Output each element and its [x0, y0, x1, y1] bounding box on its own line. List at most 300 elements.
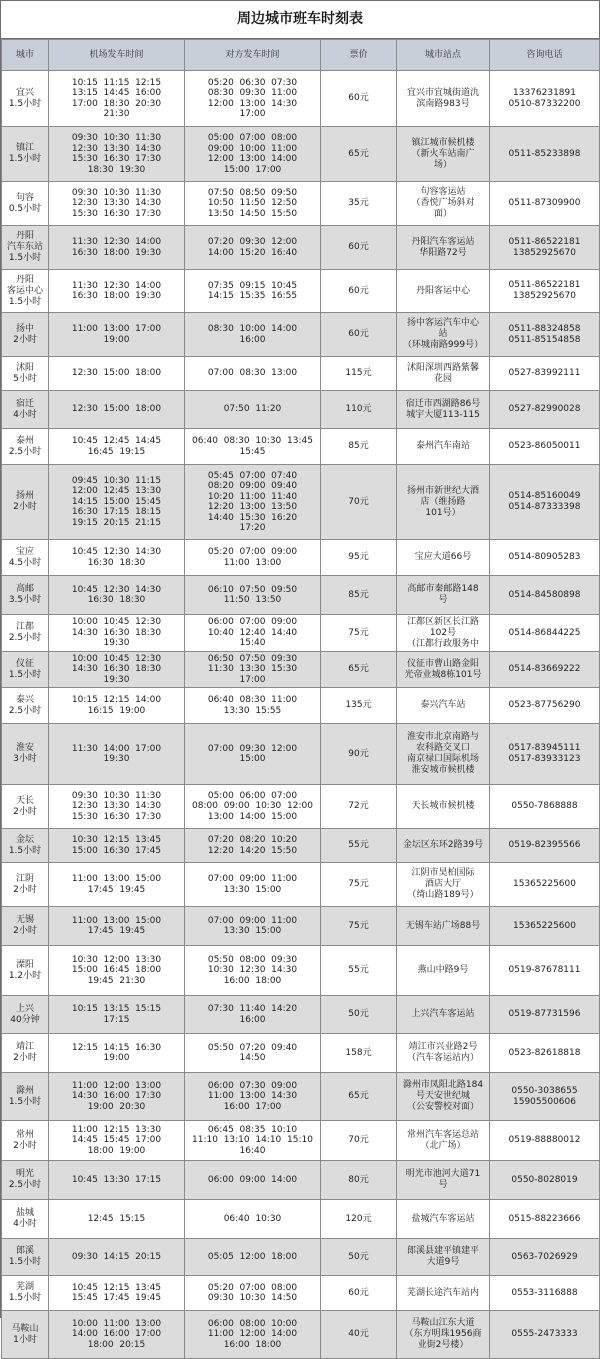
airport-departure-cell: [49, 1121, 185, 1161]
price-cell: 110元: [321, 391, 397, 429]
other-departure-cell-line: 06:00 07:30 09:00: [207, 1080, 298, 1091]
other-departure-cell-line: 16:00 18:00: [223, 975, 282, 986]
other-departure-cell-line: 11:30 13:30 15:30: [207, 664, 298, 675]
station-cell: [397, 1073, 490, 1121]
city-cell: [2, 1073, 49, 1121]
station-cell: [397, 357, 490, 391]
city-cell-line: 宿迁: [15, 398, 34, 409]
timetable: [1, 39, 600, 1359]
station-cell-line: （香悦广场斜对: [411, 198, 475, 208]
phone-cell-line: 0511-86522181: [508, 280, 581, 290]
airport-departure-cell-line: 15:30 16:30 17:30: [71, 811, 162, 822]
other-departure-cell-line: 05:50 08:00 09:30: [207, 954, 298, 965]
phone-cell-line: 0519-87678111: [508, 965, 581, 975]
station-cell: [397, 1121, 490, 1161]
other-departure-cell: [185, 127, 321, 182]
other-departure-cell: [185, 1239, 321, 1276]
airport-departure-cell: [49, 724, 185, 785]
price-cell: 115元: [321, 357, 397, 391]
station-cell-line: 华阳路72号: [419, 247, 467, 258]
airport-departure-cell: [49, 996, 185, 1034]
airport-departure-cell-line: 09:30 14:15 20:15: [71, 1251, 162, 1262]
city-cell-line: 2小时: [13, 1140, 37, 1151]
airport-departure-cell-line: 10:45 13:30 17:15: [71, 1174, 162, 1185]
airport-departure-cell-line: 15:45 17:45 19:45: [71, 1293, 162, 1303]
price-cell: 65元: [321, 1073, 397, 1121]
other-departure-cell-line: 06:00 07:00 09:00: [207, 617, 298, 628]
city-cell-line: 1.5小时: [8, 845, 42, 856]
other-departure-cell-line: 08:30 09:30 11:00: [207, 88, 298, 98]
station-cell-line: 滨南路983号: [416, 98, 470, 109]
city-cell: [2, 1034, 49, 1073]
header-city: 城市: [2, 40, 49, 71]
other-departure-cell-line: 13:30 15:00: [223, 884, 282, 895]
other-departure-cell-line: 12:00 13:00 14:00: [207, 154, 298, 164]
phone-cell: [490, 615, 600, 652]
station-cell-line: 南京禄口国际机场: [406, 754, 479, 764]
station-cell-line: 郎溪县建平镇建平: [406, 1246, 479, 1256]
header-station: 城市站点: [397, 40, 490, 71]
city-cell-line: 2.5小时: [8, 705, 42, 716]
table-row: [2, 1276, 600, 1311]
other-departure-cell-line: 12:00 13:00 14:30: [207, 98, 298, 109]
city-cell: [2, 540, 49, 576]
airport-departure-cell-line: 15:00 16:45 18:00: [71, 965, 162, 976]
phone-cell: [490, 1161, 600, 1200]
station-cell: [397, 996, 490, 1034]
station-cell-line: 淮安市北京南路与: [406, 732, 479, 742]
station-cell-line: 光帝业城8栋101号: [404, 669, 482, 680]
airport-departure-cell-line: 10:00 10:45 12:30: [71, 617, 162, 628]
airport-departure-cell-line: 12:00 12:45 13:30: [71, 486, 162, 497]
other-departure-cell-line: 13:00 14:00 15:00: [207, 811, 298, 822]
city-cell-line: 郎溪: [15, 1246, 34, 1256]
phone-cell: [490, 1200, 600, 1239]
table-row: [2, 1073, 600, 1121]
station-cell-line: 面）: [433, 209, 452, 219]
station-cell: [397, 688, 490, 724]
phone-cell-line: 0511-87309900: [508, 198, 581, 208]
other-departure-cell-line: 06:40 08:30 11:00: [207, 695, 298, 705]
airport-departure-cell-line: 16:30 18:00 19:30: [71, 291, 162, 301]
price-cell: 55元: [321, 946, 397, 996]
table-row: [2, 785, 600, 829]
other-departure-cell: [185, 907, 321, 946]
airport-departure-cell-line: 19:00 20:30: [87, 1101, 146, 1112]
city-cell-line: 1.5小时: [8, 1096, 42, 1107]
airport-departure-cell-line: 19:30: [103, 674, 130, 685]
city-cell-line: 2.5小时: [8, 446, 42, 457]
price-cell: 70元: [321, 1121, 397, 1161]
other-departure-cell-line: 12:20 13:00 13:50: [207, 502, 298, 512]
airport-departure-cell-line: 11:30 12:30 14:00: [71, 237, 162, 247]
phone-cell-line: 0517-83945111: [508, 743, 581, 753]
city-cell-line: 2小时: [13, 334, 37, 345]
city-cell-line: 宝应: [15, 546, 34, 557]
other-departure-cell-line: 15:00: [239, 754, 266, 764]
price-cell: 60元: [321, 71, 397, 127]
other-departure-cell-line: 05:00 06:00 07:00: [207, 790, 298, 801]
station-cell-line: 泰州汽车南站: [415, 441, 470, 451]
phone-cell-line: 0511-88324858: [508, 323, 581, 334]
station-cell-line: 无锡车站广场88号: [405, 920, 481, 931]
station-cell-line: 天长城市候机楼: [411, 801, 475, 811]
other-departure-cell: [185, 182, 321, 226]
airport-departure-cell-line: 10:45 12:30 14:30: [71, 547, 162, 557]
city-cell-line: 溧阳: [15, 959, 34, 970]
phone-cell: [490, 270, 600, 313]
phone-cell-line: 0514-87333398: [508, 502, 581, 512]
table-row: [2, 1034, 600, 1073]
station-cell-line: 沭阳深圳西路紫馨: [406, 362, 479, 373]
other-departure-cell-line: 07:20 08:20 10:20: [207, 835, 298, 845]
station-cell-line: （公安警校对面）: [406, 1102, 479, 1112]
header-airport-departure: 机场发车时间: [49, 40, 185, 71]
airport-departure-cell: [49, 829, 185, 863]
phone-cell: [490, 127, 600, 182]
city-cell: [2, 71, 49, 127]
city-cell-line: 3小时: [13, 754, 37, 764]
phone-cell: [490, 429, 600, 465]
station-cell-line: 酒店大厅: [424, 879, 461, 889]
airport-departure-cell-line: 11:00 12:15 13:30: [71, 1124, 162, 1135]
airport-departure-cell-line: 10:45 12:15 13:45: [71, 1282, 162, 1293]
phone-cell: [490, 391, 600, 429]
phone-cell-line: 0519-82395566: [508, 840, 581, 850]
other-departure-cell-line: 05:20 07:00 08:00: [207, 1282, 298, 1293]
airport-departure-cell-line: 15:30 16:30 17:30: [71, 154, 162, 164]
airport-departure-cell: [49, 182, 185, 226]
station-cell: [397, 863, 490, 907]
other-departure-cell: [185, 71, 321, 127]
airport-departure-cell: [49, 1161, 185, 1200]
other-departure-cell: [185, 688, 321, 724]
table-row: [2, 576, 600, 615]
other-departure-cell-line: 16:40: [239, 1145, 266, 1156]
airport-departure-cell: [49, 1073, 185, 1121]
airport-departure-cell-line: 10:45 12:30 14:30: [71, 584, 162, 595]
airport-departure-cell-line: 19:30: [103, 754, 130, 764]
airport-departure-cell-line: 12:15 14:15 16:30: [71, 1042, 162, 1053]
station-cell-line: （汽车客运站内）: [406, 1053, 479, 1063]
airport-departure-cell-line: 19:45 21:30: [87, 975, 146, 986]
other-departure-cell: [185, 429, 321, 465]
airport-departure-cell: [49, 688, 185, 724]
station-cell: [397, 182, 490, 226]
table-row: [2, 996, 600, 1034]
phone-cell: [490, 785, 600, 829]
city-cell-line: 1.2小时: [8, 970, 42, 981]
phone-cell: [490, 946, 600, 996]
phone-cell-line: 0523-82618818: [508, 1047, 581, 1058]
city-cell-line: 滁州: [15, 1085, 34, 1096]
airport-departure-cell-line: 18:30 19:30: [87, 164, 146, 175]
other-departure-cell-line: 07:00 09:00 11:00: [207, 874, 298, 884]
airport-departure-cell-line: 14:30 16:30 18:30: [71, 664, 162, 675]
other-departure-cell: [185, 863, 321, 907]
station-cell: [397, 652, 490, 688]
airport-departure-cell-line: 09:30 10:30 11:30: [71, 133, 162, 143]
airport-departure-cell-line: 14:30 16:30 18:30: [71, 627, 162, 638]
airport-departure-cell: [49, 652, 185, 688]
airport-departure-cell-line: 09:45 10:30 11:15: [71, 475, 162, 486]
airport-departure-cell: [49, 429, 185, 465]
phone-cell: [490, 863, 600, 907]
airport-departure-cell-line: 12:30 15:00 18:00: [71, 368, 162, 379]
city-cell: [2, 615, 49, 652]
table-row: [2, 724, 600, 785]
other-departure-cell-line: 14:50: [239, 1053, 266, 1063]
table-row: [2, 71, 600, 127]
other-departure-cell-line: 05:45 07:00 07:40: [207, 470, 298, 481]
header-price: 票价: [321, 40, 397, 71]
station-cell: [397, 785, 490, 829]
station-cell-line: 扬中客运汽车中心: [406, 318, 479, 328]
city-cell-line: 马鞍山: [11, 1323, 39, 1334]
city-cell-line: 天长: [15, 795, 34, 806]
station-cell-line: 江阴市昊柏国际: [411, 868, 475, 878]
station-cell-line: 丹阳汽车客运站: [411, 236, 475, 247]
station-cell: [397, 1239, 490, 1276]
other-departure-cell-line: 17:00: [239, 109, 266, 119]
other-departure-cell-line: 17:20: [239, 523, 266, 533]
price-cell: 80元: [321, 1161, 397, 1200]
airport-departure-cell: [49, 391, 185, 429]
airport-departure-cell: [49, 357, 185, 391]
other-departure-cell-line: 07:50 11:20: [223, 404, 282, 415]
table-row: [2, 946, 600, 996]
other-departure-cell: [185, 576, 321, 615]
other-departure-cell: [185, 226, 321, 270]
other-departure-cell-line: 05:20 07:00 09:00: [207, 547, 298, 557]
station-cell-line: （环城南路999号）: [402, 340, 484, 350]
table-row: [2, 540, 600, 576]
city-cell-line: 扬州: [15, 491, 34, 501]
station-cell-line: （新火车站南广: [411, 148, 475, 159]
city-cell-line: 丹阳: [15, 231, 34, 241]
airport-departure-cell: [49, 540, 185, 576]
other-departure-cell: [185, 1200, 321, 1239]
airport-departure-cell-line: 10:30 12:15 13:45: [71, 835, 162, 845]
city-cell-line: 4小时: [13, 409, 37, 420]
city-cell: [2, 785, 49, 829]
table-row: [2, 313, 600, 357]
airport-departure-cell-line: 12:30 13:30 14:30: [71, 143, 162, 154]
city-cell-line: 1.5小时: [8, 1293, 42, 1303]
other-departure-cell-line: 10:30 12:30 14:30: [207, 965, 298, 976]
station-cell-line: 花园: [433, 373, 452, 384]
other-departure-cell-line: 16:00: [239, 334, 266, 345]
city-cell-line: 5小时: [13, 373, 37, 384]
price-cell: 90元: [321, 724, 397, 785]
airport-departure-cell-line: 11:00 13:00 15:00: [71, 874, 162, 884]
other-departure-cell: [185, 652, 321, 688]
station-cell: [397, 71, 490, 127]
other-departure-cell-line: 07:00 09:30 12:00: [207, 743, 298, 754]
other-departure-cell-line: 15:00 17:00: [223, 164, 282, 175]
city-cell-line: 0.5小时: [8, 203, 42, 214]
price-cell: 75元: [321, 907, 397, 946]
phone-cell: [490, 576, 600, 615]
city-cell-line: 明光: [15, 1169, 34, 1179]
phone-cell: [490, 71, 600, 127]
station-cell-line: 常州汽车客运总站: [406, 1129, 479, 1140]
city-cell-line: 客运中心: [6, 285, 43, 296]
phone-cell-line: 15365225600: [513, 920, 576, 931]
station-cell-line: 上兴汽车客运站: [411, 1009, 475, 1019]
timetable-body: [2, 71, 600, 1359]
airport-departure-cell-line: 12:30 15:00 18:00: [71, 404, 162, 415]
city-cell-line: 无锡: [15, 915, 34, 925]
other-departure-cell-line: 08:20 09:00 09:40: [207, 481, 298, 491]
phone-cell: [490, 182, 600, 226]
airport-departure-cell: [49, 1239, 185, 1276]
airport-departure-cell: [49, 576, 185, 615]
airport-departure-cell: [49, 785, 185, 829]
price-cell: 40元: [321, 1311, 397, 1359]
city-cell: [2, 313, 49, 357]
phone-cell-line: 13376231891: [513, 87, 576, 98]
city-cell-line: 淮安: [15, 743, 34, 753]
price-cell: 85元: [321, 429, 397, 465]
other-departure-cell-line: 08:30 10:00 14:00: [207, 324, 298, 334]
table-row: [2, 127, 600, 182]
station-cell-line: 宝应大道66号: [414, 552, 472, 562]
city-cell-line: 2.5小时: [8, 633, 42, 643]
station-cell-line: 泰兴汽车站: [420, 700, 466, 710]
city-cell-line: 盐城: [15, 1208, 34, 1218]
phone-cell-line: 0555-2473333: [511, 1329, 578, 1339]
city-cell-line: 沭阳: [15, 362, 34, 373]
airport-departure-cell-line: 12:45 15:15: [87, 1213, 146, 1224]
city-cell-line: 1.5小时: [8, 154, 42, 164]
other-departure-cell: [185, 1276, 321, 1311]
price-cell: 50元: [321, 1239, 397, 1276]
city-cell: [2, 1121, 49, 1161]
city-cell: [2, 1239, 49, 1276]
phone-cell-line: 0514-85160049: [508, 491, 581, 501]
other-departure-cell-line: 05:20 06:30 07:30: [207, 77, 298, 88]
station-cell-line: 丹阳客运中心: [415, 285, 470, 296]
other-departure-cell-line: 05:50 07:20 09:40: [207, 1042, 298, 1053]
airport-departure-cell: [49, 615, 185, 652]
city-cell-line: 2小时: [13, 926, 37, 936]
station-cell: [397, 127, 490, 182]
phone-cell: [490, 688, 600, 724]
city-cell-line: 1.5小时: [8, 669, 42, 680]
station-cell-line: 盐城汽车客运站: [411, 1213, 475, 1224]
phone-cell-line: 0510-87332200: [508, 98, 581, 109]
other-departure-cell-line: 06:10 07:50 09:50: [207, 584, 298, 595]
airport-departure-cell-line: 09:30 10:30 11:30: [71, 790, 162, 801]
table-row: [2, 1161, 600, 1200]
other-departure-cell-line: 16:00 18:00: [223, 1339, 282, 1350]
city-cell: [2, 391, 49, 429]
other-departure-cell-line: 06:00 09:00 14:00: [207, 1174, 298, 1185]
city-cell: [2, 182, 49, 226]
city-cell-line: 2小时: [13, 884, 37, 895]
phone-cell: [490, 1239, 600, 1276]
price-cell: 70元: [321, 465, 397, 540]
phone-cell-line: 0514-83669222: [508, 664, 581, 674]
airport-departure-cell-line: 15:30 16:30 17:30: [71, 208, 162, 219]
price-cell: 85元: [321, 576, 397, 615]
airport-departure-cell-line: 17:15: [103, 1014, 130, 1025]
phone-cell-line: 0553-3116888: [511, 1287, 578, 1298]
phone-cell: [490, 724, 600, 785]
station-cell-line: 场）: [433, 159, 452, 170]
phone-cell-line: 0519-88880012: [508, 1135, 581, 1145]
airport-departure-cell-line: 19:00: [103, 1053, 130, 1063]
phone-cell: [490, 465, 600, 540]
table-row: [2, 429, 600, 465]
station-cell: [397, 313, 490, 357]
other-departure-cell-line: 13:50 14:50 15:50: [207, 208, 298, 219]
other-departure-cell-line: 07:00 08:30 13:00: [207, 368, 298, 379]
price-cell: 60元: [321, 226, 397, 270]
other-departure-cell-line: 13:30 15:55: [223, 705, 282, 716]
airport-departure-cell-line: 15:00 16:30 17:45: [71, 845, 162, 856]
airport-departure-cell: [49, 226, 185, 270]
airport-departure-cell-line: 12:30 13:30 14:30: [71, 801, 162, 812]
other-departure-cell: [185, 465, 321, 540]
airport-departure-cell-line: 16:30 17:15 18:15: [71, 507, 162, 518]
other-departure-cell-line: 10:40 12:40 14:40: [207, 627, 298, 638]
airport-departure-cell-line: 09:30 10:30 11:30: [71, 187, 162, 198]
city-cell-line: 1.5小时: [8, 253, 42, 263]
station-cell: [397, 270, 490, 313]
airport-departure-cell-line: 19:00: [103, 334, 130, 345]
airport-departure-cell-line: 19:30: [103, 638, 130, 649]
airport-departure-cell: [49, 907, 185, 946]
table-row: [2, 688, 600, 724]
phone-cell-line: 0550-3038655: [511, 1085, 578, 1096]
city-cell: [2, 1161, 49, 1200]
table-row: [2, 391, 600, 429]
airport-departure-cell-line: 14:45 15:45 17:00: [71, 1135, 162, 1146]
other-departure-cell-line: 07:50 08:50 09:50: [207, 187, 298, 198]
table-row: [2, 1200, 600, 1239]
other-departure-cell-line: 09:30 10:30 14:50: [207, 1293, 298, 1303]
phone-cell: [490, 1121, 600, 1161]
airport-departure-cell-line: 17:00 18:30 20:30: [71, 98, 162, 109]
table-row: [2, 1121, 600, 1161]
phone-cell-line: 0514-86844225: [508, 627, 581, 638]
city-cell-line: 1.5小时: [8, 1257, 42, 1267]
airport-departure-cell-line: 17:45 19:45: [87, 884, 146, 895]
station-cell-line: 芜湖长途汽车站内: [406, 1287, 479, 1298]
airport-departure-cell-line: 11:00 13:00 15:00: [71, 915, 162, 926]
price-cell: 72元: [321, 785, 397, 829]
station-cell: [397, 1034, 490, 1073]
phone-cell-line: 0519-87731596: [508, 1009, 581, 1019]
city-cell: [2, 652, 49, 688]
phone-cell: [490, 652, 600, 688]
city-cell-line: 4小时: [13, 1219, 37, 1229]
airport-departure-cell-line: 11:30 12:30 14:00: [71, 280, 162, 291]
airport-departure-cell: [49, 1200, 185, 1239]
airport-departure-cell-line: 10:15 12:15 14:00: [71, 695, 162, 705]
station-cell-line: （绮山路189号）: [407, 890, 479, 900]
station-cell-line: 站: [438, 329, 448, 339]
station-cell: [397, 1161, 490, 1200]
airport-departure-cell-line: 16:30 18:30: [87, 557, 146, 568]
price-cell: 60元: [321, 313, 397, 357]
phone-cell-line: 0511-86522181: [508, 236, 581, 247]
header-row: [2, 40, 600, 71]
other-departure-cell-line: 15:40: [239, 638, 266, 649]
city-cell-line: 1.5小时: [8, 296, 42, 307]
